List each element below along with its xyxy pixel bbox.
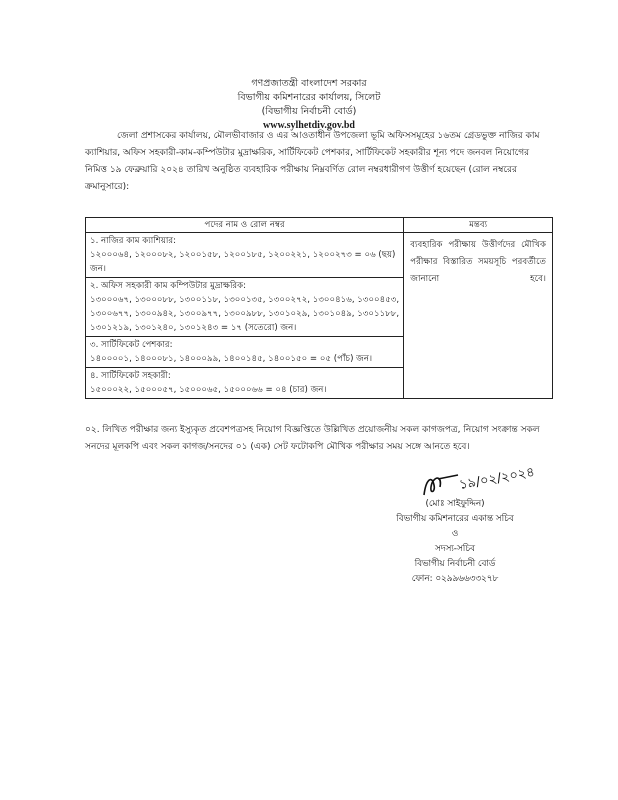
remark-cell — [404, 233, 553, 399]
post-title: ১. নাজির কাম ক্যাশিয়ার: — [90, 236, 176, 246]
signer-board: বিভাগীয় নির্বাচনী বোর্ড — [414, 559, 496, 569]
header-board: (বিভাগীয় নির্বাচনী বোর্ড) — [261, 106, 357, 117]
remark-text: ব্যবহারিক পরীক্ষায় উত্তীর্ণদের মৌখিক পরীক্ষার বিস্তারিত সময়সূচি পরবর্তীতে জানানো হবে। — [410, 240, 546, 284]
header-office: বিভাগীয় কমিশনারের কার্যালয়, সিলেট — [237, 92, 381, 103]
intro-line: জেলা প্রশাসকের কার্যালয়, মৌলভীবাজার ও এর আওতাধীন উপজেলা ভূমি অফিসসমূহের ১৬তম গ্রেডভুক্ত নাজির কাম — [117, 131, 540, 141]
post-cell — [86, 278, 404, 337]
intro-line: ক্রমানুসারে): — [85, 182, 130, 192]
signature-date: ১৯/০২/২০২৪ — [458, 465, 536, 493]
roll-list: ১৩০০০৬৭, ১৩০০০৮৮, ১৩০০১১৮, ১৩০০১৩৫, ১৩০০২৭২, ১৩০০৪১৬, ১৩০০৪৫৩, ১৩০০৬৭৭, ১৩০০৯৪২, ১৩০০৯৭৭, ১৩০০৯৮৮, ১৩০১০২৯, ১৩০১০৪৯, ১৩০১১৮৮, ১৩০১২১৯, ১৩০১২৪০, ১৩০১২৪৩ = ১৭ (সতেরো) জন। — [90, 295, 400, 333]
header — [0, 77, 618, 133]
post-title: ৪. সার্টিফিকেট সহকারী: — [90, 371, 171, 381]
instructions-line: ০২. লিখিত পরীক্ষার জন্য ইস্যুকৃত প্রবেশপত্রসহ নিয়োগ বিজ্ঞপ্তিতে উল্লিখিত প্রয়োজনীয় সকল কাগজপত্র, নিয়োগ সংক্রান্ত সকল — [85, 425, 540, 435]
header-government: গণপ্রজাতন্ত্রী বাংলাদেশ সরকার — [251, 78, 367, 89]
results-table — [85, 217, 553, 399]
roll-list: ১৪০০০০১, ১৪০০০৮১, ১৪০০০৯৯, ১৪০০১৪৫, ১৪০০১৫০ = ০৫ (পাঁচ) জন। — [90, 354, 373, 364]
post-cell — [86, 233, 404, 278]
post-title: ৩. সার্টিফিকেট পেশকার: — [90, 340, 173, 350]
roll-list: ১২০০০৬৪, ১২০০০৮২, ১২০০১৫৮, ১২০০১৮৫, ১২০০২২১, ১২০০২৭৩ = ০৬ (ছয়) জন। — [90, 250, 396, 274]
signer-and: ও — [451, 529, 459, 539]
signature-block — [350, 497, 560, 587]
roll-list: ১৫০০০২২, ১৫০০০৫৭, ১৫০০০৬৫, ১৫০০০৬৬ = ০৪ (চার) জন। — [90, 385, 327, 395]
header-website: www.sylhetdiv.gov.bd — [263, 120, 355, 131]
signer-role: সদস্য-সচিব — [435, 544, 475, 554]
signer-designation: বিভাগীয় কমিশনারের একান্ত সচিব — [396, 514, 514, 524]
post-cell — [86, 368, 404, 399]
signer-phone: ফোন: ০২৯৯৬৬৩৩২৭৮ — [411, 574, 499, 584]
post-cell — [86, 337, 404, 368]
remark-header: মন্তব্য — [404, 218, 553, 233]
table-row — [86, 233, 553, 278]
instructions-line: সনদের মূলকপি এবং সকল কাগজ/সনদের ০১ (এক) সেট ফটোকপি মৌখিক পরীক্ষার সময় সঙ্গে আনতে হবে। — [85, 442, 470, 452]
intro-paragraph — [85, 128, 555, 196]
intro-line: ক্যাশিয়ার, অফিস সহকারী-কাম-কম্পিউটার মুদ্রাক্ষরিক, সার্টিফিকেট পেশকার, সার্টিফিকেট সহকারীর শূন্য পদে জনবল নিয়োগের — [85, 148, 530, 158]
intro-line: নিমিত্ত ১৯ ফেব্রুয়ারি ২০২৪ তারিখ অনুষ্ঠিত ব্যবহারিক পরীক্ষায় নিম্নবর্ণিত রোল নম্বরধারীগণ উত্তীর্ণ হয়েছেন (রোল নম্বরের — [85, 165, 517, 175]
table-header-row — [86, 218, 553, 233]
post-title: ২. অফিস সহকারী কাম কম্পিউটার মুদ্রাক্ষরিক: — [90, 281, 247, 291]
signer-name: (মোঃ সাইফুদ্দিন) — [425, 499, 485, 509]
instructions-paragraph — [85, 422, 555, 456]
post-roll-header: পদের নাম ও রোল নম্বর — [86, 218, 404, 233]
